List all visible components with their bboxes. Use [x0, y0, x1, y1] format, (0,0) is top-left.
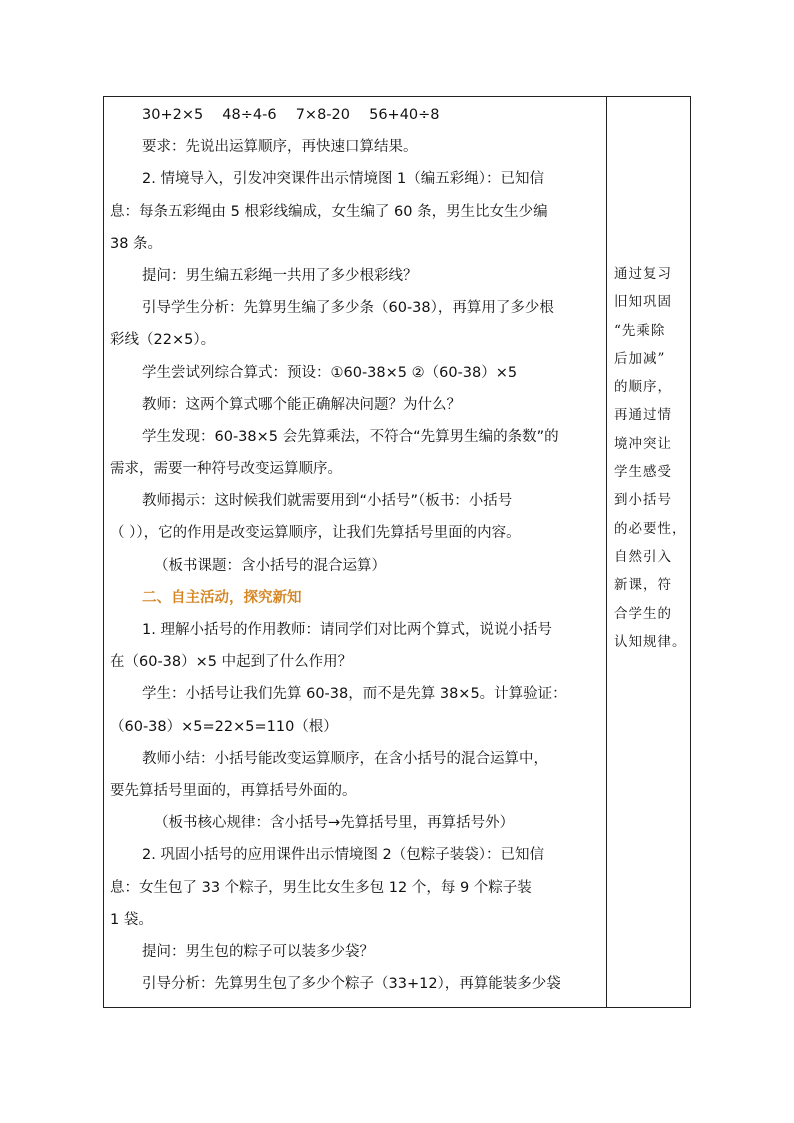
- text-line: 学生：小括号让我们先算 60-38，而不是先算 38×5。计算验证：: [142, 686, 567, 703]
- text-line: 38 条。: [110, 235, 163, 252]
- side-note-line: 合学生的: [614, 605, 672, 622]
- text-line: 2. 巩固小括号的应用课件出示情境图 2（包粽子装袋）：已知信: [142, 847, 545, 864]
- side-note-line: 自然引入: [614, 548, 672, 565]
- text-line: （板书课题：含小括号的混合运算）: [154, 557, 386, 574]
- side-note-line: 旧知巩固: [614, 294, 672, 311]
- side-note-line: 的顺序，: [614, 379, 672, 396]
- text-line: 教师：这两个算式哪个能正确解决问题？为什么？: [142, 396, 461, 413]
- section-heading: 二、自主活动，探究新知: [142, 589, 302, 606]
- text-line: 学生尝试列综合算式：预设：①60-38×5 ②（60-38）×5: [142, 364, 518, 381]
- side-note-line: 的必要性，: [614, 520, 687, 537]
- text-line: 学生发现：60-38×5 会先算乘法，不符合“先算男生编的条数”的: [142, 428, 559, 445]
- text-line: （60-38）×5=22×5=110（根）: [110, 718, 338, 735]
- side-note-line: 境冲突让: [614, 435, 672, 452]
- text-line: 1. 理解小括号的作用教师：请同学们对比两个算式，说说小括号: [142, 622, 552, 638]
- side-note-line: 后加减”: [614, 350, 666, 367]
- text-line: 提问：男生包的粽子可以装多少袋？: [142, 943, 374, 960]
- teaching-process-column: [110, 99, 600, 1000]
- text-line: 引导学生分析：先算男生编了多少条（60-38），再算用了多少根: [142, 300, 554, 317]
- text-line: 提问：男生编五彩绳一共用了多少根彩线？: [142, 267, 418, 284]
- text-line: 息：每条五彩绳由 5 根彩线编成，女生编了 60 条，男生比女生少编: [110, 203, 548, 220]
- text-line: 彩线（22×5）。: [110, 332, 216, 349]
- text-line: 30+2×5 48÷4-6 7×8-20 56+40÷8: [142, 107, 440, 123]
- text-line: 2. 情境导入，引发冲突课件出示情境图 1（编五彩绳）：已知信: [142, 171, 545, 188]
- text-line: 要先算括号里面的，再算括号外面的。: [110, 782, 357, 799]
- text-line: 教师揭示：这时候我们就需要用到“小括号”（板书：小括号: [142, 493, 513, 510]
- text-line: 要求：先说出运算顺序，再快速口算结果。: [142, 139, 418, 156]
- text-line: 1 袋。: [110, 911, 153, 928]
- text-line: （ ）），它的作用是改变运算顺序，让我们先算括号里面的内容。: [110, 525, 521, 542]
- text-line: （板书核心规律：含小括号→先算括号里，再算括号外）: [154, 815, 515, 832]
- side-note-line: 再通过情: [614, 407, 672, 424]
- side-note-line: “先乘除: [614, 322, 666, 339]
- text-line: 需求，需要一种符号改变运算顺序。: [110, 461, 342, 478]
- text-line: 教师小结：小括号能改变运算顺序，在含小括号的混合运算中，: [142, 750, 548, 767]
- column-divider: [606, 97, 607, 1007]
- side-note-line: 新课，符: [614, 577, 672, 594]
- design-intent-column: [614, 260, 687, 656]
- text-line: 息：女生包了 33 个粽子，男生比女生多包 12 个，每 9 个粽子装: [110, 879, 532, 896]
- side-note-line: 认知规律。: [614, 633, 687, 650]
- lesson-table: [103, 96, 691, 1008]
- text-line: 引导分析：先算男生包了多少个粽子（33+12），再算能装多少袋: [142, 976, 561, 993]
- text-line: 在（60-38）×5 中起到了什么作用？: [110, 654, 353, 671]
- side-note-line: 通过复习: [614, 266, 672, 282]
- side-note-line: 到小括号: [614, 492, 672, 509]
- side-note-line: 学生感受: [614, 464, 672, 481]
